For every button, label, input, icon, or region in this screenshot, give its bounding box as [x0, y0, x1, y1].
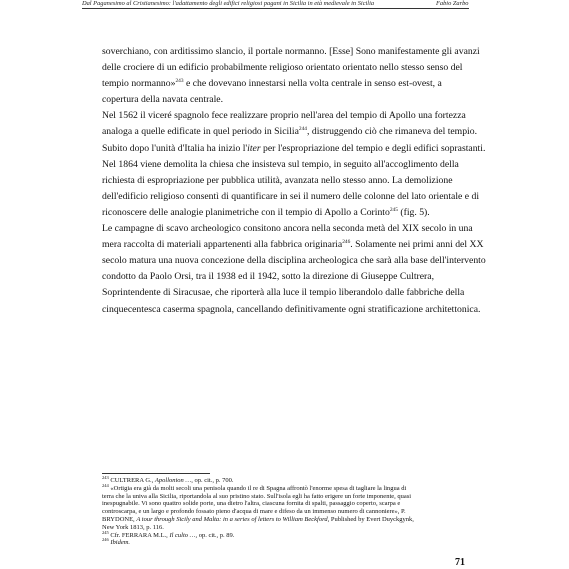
- text-line: soverchiano, con arditissimo slancio, il portale normanno. [Esse] Sono manifestamente gli avanzi: [102, 46, 480, 57]
- footnote-rule: [102, 473, 210, 474]
- footnote-ref[interactable]: 243: [175, 77, 184, 84]
- footnote-244: $^{244}$ «Ortigia era già da molti secoli una penisola quando il re di Spagna affrontò l'enorme spesa di tagliare la lingua di: [102, 482, 407, 492]
- header-rule: [82, 8, 469, 9]
- text-line: mera raccolta di materiali appartenenti alla fabbrica originaria$^{246}$. Solamente nei primi anni del XX: [102, 238, 484, 251]
- header-title: Dal Paganesimo al Cristianesimo: l'adattamento degli edifici religiosi pagani in Sicilia in età medievale in Sicilia: [82, 0, 375, 7]
- text-line: cinquecentesca caserma spagnola, cancellando definitivamente ogni stratificazione architettonica.: [102, 303, 481, 315]
- text-line: Nel 1864 viene demolita la chiesa che insisteva sul tempio, in seguito all'accoglimento della: [102, 158, 459, 170]
- text-line: Le campagne di scavo archeologico consitono ancora nella seconda metà del XIX secolo in una: [102, 223, 473, 235]
- footnote-243: $^{243}$ CULTRERA G., Apollonion …, op. cit., p. 700.: [102, 474, 234, 484]
- footnote-244-cont: inespugnabile. Vi sono quattro solide porte, una dietro l'altra, ciascuna fornita di spalti, passaggio coperto, scarpa e: [102, 500, 401, 508]
- text-line: condotto da Paolo Orsi, tra il 1938 ed il 1942, sotto la direzione di Giuseppe Cultrera,: [102, 271, 435, 283]
- text-line: Subito dopo l'unità d'Italia ha inizio l'iter per l'espropriazione del tempio e degli edifici soprastanti.: [102, 142, 486, 154]
- page-number: 71: [455, 557, 465, 568]
- body-text: [102, 44, 486, 318]
- text-line: dell'edificio religioso consentì di quantificare in sei il numero delle colonne del lato orientale e di: [102, 190, 480, 202]
- text-line: copertura della navata centrale.: [102, 94, 224, 106]
- running-header: [0, 0, 569, 14]
- footnotes: [102, 474, 468, 547]
- text-line: analoga a quelle edificate in quel periodo in Sicilia$^{244}$, distruggendo ciò che rimaneva del tempio.: [102, 126, 478, 138]
- footnote-245: $^{245}$ Cfr. FERRARA M.L., Il culto …, op. cit., p. 89.: [102, 529, 235, 539]
- footnote-246: $^{246}$ Ibidem.: [102, 537, 131, 547]
- footnote-244-cont: controscarpa, e un largo e profondo fossato pieno d'acqua di mare e difeso da un immenso numero di cannoniere», P.: [102, 508, 406, 516]
- footnote-ref[interactable]: 244: [298, 126, 307, 133]
- footnote-244-cont: BRYDONE, A tour through Sicily and Malta: in a series of letters to William Beckford, Published by Evert Duyckgynk,: [102, 515, 414, 523]
- footnote-ref[interactable]: 246: [342, 238, 351, 245]
- text-line: Soprintendente di Siracusae, che riporterà alla luce il tempio liberandolo dalle fabbriche della: [102, 287, 465, 299]
- text-line: delle crociere di un edificio probabilmente religioso orientato orientato nello stesso senso del: [102, 62, 463, 74]
- footnote-ref[interactable]: 245: [389, 206, 398, 213]
- header-author: Fabio Zarbo: [436, 0, 469, 7]
- text-line: richiesta di espropriazione per pubblica utilità, avanzata nello stesso anno. La demolizione: [102, 174, 453, 186]
- footnote-244-cont: New York 1813, p. 116.: [102, 523, 164, 531]
- text-line: Nel 1562 il viceré spagnolo fece realizzare proprio nell'area del tempio di Apollo una fortezza: [102, 110, 466, 122]
- footnote-244-cont: terra che la univa alla Sicilia, riportandola al suo pristino stato. Sull'isola egli ha fatto erigere un forte imponente, quasi: [102, 492, 412, 500]
- text-line: secolo matura una nuova concezione della disciplina archeologica che sarà alla base dell'intervento: [102, 255, 486, 267]
- text-line: tempio normanno»$^{243}$ e che dovevano innestarsi nella volta centrale in senso est-ovest, a: [102, 77, 442, 90]
- text-line: riconoscere delle analogie planimetriche con il tempio di Apollo a Corinto$^{245}$ (fig. 5).: [102, 206, 430, 218]
